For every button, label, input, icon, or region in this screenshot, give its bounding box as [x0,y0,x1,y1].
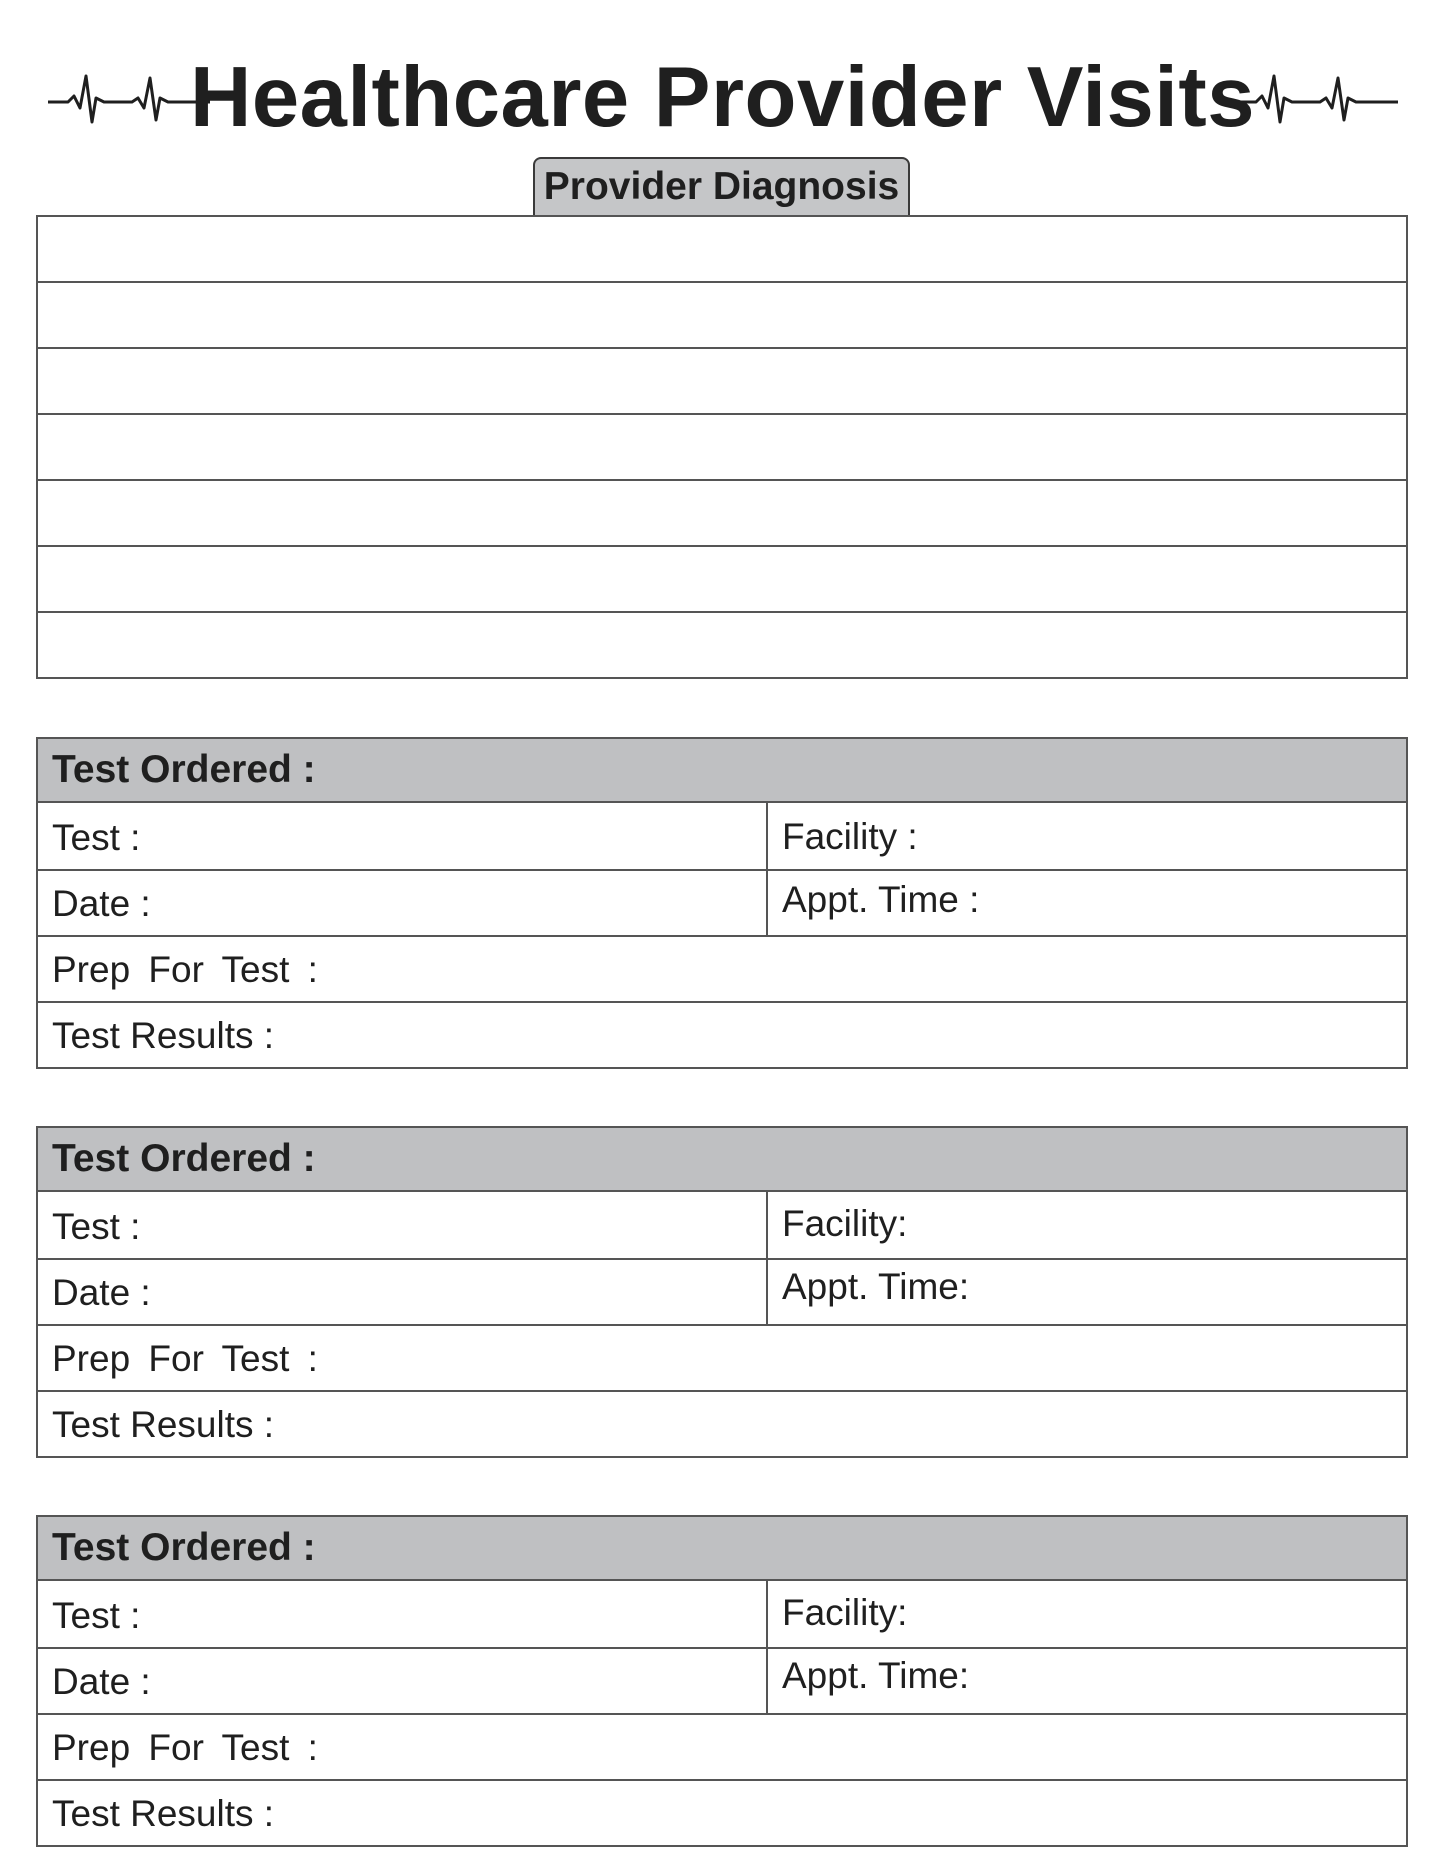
column-divider [766,1581,768,1713]
row-divider [38,1647,1406,1649]
test-ordered-section [36,737,1408,1069]
facility-field[interactable]: Facility: [782,1203,908,1244]
test-ordered-header [38,739,1406,803]
row-divider [38,1001,1406,1003]
row-divider [38,1258,1406,1260]
provider-diagnosis-tab: Provider Diagnosis [533,157,910,215]
test-ordered-section [36,1515,1408,1847]
prep-for-test-field[interactable]: Prep For Test : [52,949,318,990]
test-ordered-section [36,1126,1408,1458]
heartbeat-pulse-icon [1236,68,1398,128]
row-divider [38,1324,1406,1326]
date-field[interactable]: Date : [52,1661,151,1702]
test-field[interactable]: Test : [52,817,141,858]
row-divider [38,1713,1406,1715]
writing-line [38,479,1406,481]
facility-field[interactable]: Facility : [782,816,918,857]
test-ordered-header [38,1128,1406,1192]
row-divider [38,1779,1406,1781]
facility-field[interactable]: Facility: [782,1592,908,1633]
provider-diagnosis-lines[interactable] [36,215,1408,679]
writing-line [38,347,1406,349]
column-divider [766,1192,768,1324]
test-ordered-label: Test Ordered : [52,748,316,791]
writing-line [38,611,1406,613]
prep-for-test-field[interactable]: Prep For Test : [52,1727,318,1768]
date-field[interactable]: Date : [52,883,151,924]
test-results-field[interactable]: Test Results : [52,1404,275,1445]
writing-line [38,413,1406,415]
test-results-field[interactable]: Test Results : [52,1793,275,1834]
test-field[interactable]: Test : [52,1595,141,1636]
writing-line [38,281,1406,283]
column-divider [766,803,768,935]
prep-for-test-field[interactable]: Prep For Test : [52,1338,318,1379]
appt-time-field[interactable]: Appt. Time: [782,1266,970,1307]
page-title: Healthcare Provider Visits [190,50,1255,145]
date-field[interactable]: Date : [52,1272,151,1313]
test-ordered-label: Test Ordered : [52,1526,316,1569]
page-header [0,48,1445,148]
row-divider [38,869,1406,871]
row-divider [38,1390,1406,1392]
row-divider [38,935,1406,937]
appt-time-field[interactable]: Appt. Time: [782,1655,970,1696]
test-results-field[interactable]: Test Results : [52,1015,275,1056]
test-field[interactable]: Test : [52,1206,141,1247]
appt-time-field[interactable]: Appt. Time : [782,879,980,920]
writing-line [38,545,1406,547]
test-ordered-header [38,1517,1406,1581]
test-ordered-label: Test Ordered : [52,1137,316,1180]
